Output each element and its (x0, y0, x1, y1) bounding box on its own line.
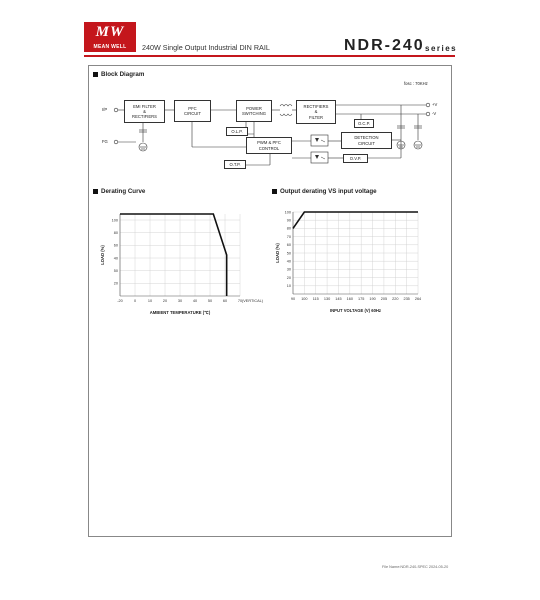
detection-circuit-box: DETECTION CIRCUIT (341, 132, 392, 149)
y-tick-label: 80 (286, 226, 291, 231)
x-tick-label: 190 (369, 297, 376, 301)
output-minus-label: -V (432, 111, 437, 116)
fosc-label: fosc : 70KHz (404, 81, 428, 86)
pfc-circuit-box: PFC CIRCUIT (174, 100, 211, 122)
x-tick-label: 30 (177, 299, 183, 303)
y-tick-label: 20 (113, 281, 118, 286)
x-tick-label: 175 (358, 297, 365, 301)
y-tick-label: 10 (286, 284, 291, 289)
x-tick-label: 100 (301, 297, 308, 301)
fg-terminal-label: FG (102, 139, 108, 144)
x-tick-label: 115 (312, 297, 319, 301)
power-switching-box: POWER SWITCHING (236, 100, 272, 122)
x-tick-label: 20 (162, 299, 168, 303)
y-tick-label: 60 (286, 243, 291, 248)
y-tick-label: 80 (113, 230, 118, 235)
header-rule (84, 55, 455, 57)
x-tick-label: 205 (380, 297, 388, 301)
otp-box: O.T.P. (224, 160, 246, 169)
input-terminal-label: I/P (102, 107, 108, 112)
meanwell-logo (84, 22, 136, 52)
ocp-box: O.C.P. (354, 119, 374, 128)
y-tick-label: 40 (113, 256, 118, 261)
y-tick-label: 100 (111, 218, 118, 223)
logo-mark: MW (95, 24, 125, 40)
y-tick-label: 50 (286, 251, 291, 256)
bullet-square-icon (93, 72, 98, 77)
bullet-square-icon (272, 189, 277, 194)
x-tick-label: 145 (335, 297, 342, 301)
x-tick-label: 220 (392, 297, 399, 301)
x-tick-label: 0 (133, 299, 137, 303)
x-axis-label: AMBIENT TEMPERATURE (℃) (149, 310, 211, 315)
y-tick-label: 70 (286, 234, 291, 239)
output-plus-label: +V (432, 102, 438, 107)
rectifiers-filter-box: RECTIFIERS & FILTER (296, 100, 336, 124)
x-tick-label: -20 (117, 299, 123, 303)
input-voltage-derating-chart (272, 200, 437, 325)
vertical-mount-tag: (VERTICAL) (242, 299, 264, 303)
x-tick-label: 160 (346, 297, 353, 301)
output-derating-title (272, 188, 377, 195)
series-label: series (425, 44, 458, 53)
y-tick-label: 100 (284, 210, 291, 215)
ovp-box: O.V.P. (343, 154, 368, 163)
y-tick-label: 60 (113, 243, 118, 248)
olp-box: O.L.P. (226, 127, 248, 136)
y-tick-label: 90 (286, 218, 291, 223)
derating-curve-title-text: Derating Curve (101, 188, 146, 195)
y-axis-label: LOAD (%) (100, 245, 105, 265)
y-tick-label: 30 (286, 267, 291, 272)
x-tick-label: 235 (403, 297, 410, 301)
x-tick-label: 130 (323, 297, 331, 301)
derating-curve-title (93, 188, 145, 195)
x-tick-label: 90 (290, 297, 296, 301)
block-diagram-title (93, 71, 144, 78)
derating-chart (96, 200, 272, 325)
product-title: 240W Single Output Industrial DIN RAIL (142, 43, 270, 52)
block-diagram-title-text: Block Diagram (101, 71, 145, 78)
x-tick-label: 40 (192, 299, 198, 303)
y-tick-label: 50 (113, 268, 118, 273)
y-tick-label: 20 (286, 275, 291, 280)
model-name: NDR-240 (344, 37, 425, 54)
block-diagram (96, 82, 440, 182)
logo-text: MEAN WELL (93, 44, 127, 50)
derating-series-line (120, 214, 227, 296)
pwm-pfc-control-box: PWM & PFC CONTROL (246, 137, 292, 154)
y-tick-label: 40 (286, 259, 291, 264)
x-tick-label: 70 (237, 299, 243, 303)
x-tick-label: 10 (147, 299, 153, 303)
output-derating-title-text: Output derating VS input voltage (280, 188, 377, 195)
x-tick-label: 60 (222, 299, 228, 303)
y-axis-label: LOAD (%) (275, 243, 280, 263)
file-name-note: File Name:NDR-240-SPEC 2024-05-20 (382, 565, 449, 569)
x-tick-label: 50 (207, 299, 213, 303)
bullet-square-icon (93, 189, 98, 194)
x-axis-label: INPUT VOLTAGE (V) 60Hz (329, 308, 382, 313)
emi-filter-box: EMI FILTER & RECTIFIERS (124, 100, 165, 123)
x-tick-label: 264 (414, 297, 422, 301)
